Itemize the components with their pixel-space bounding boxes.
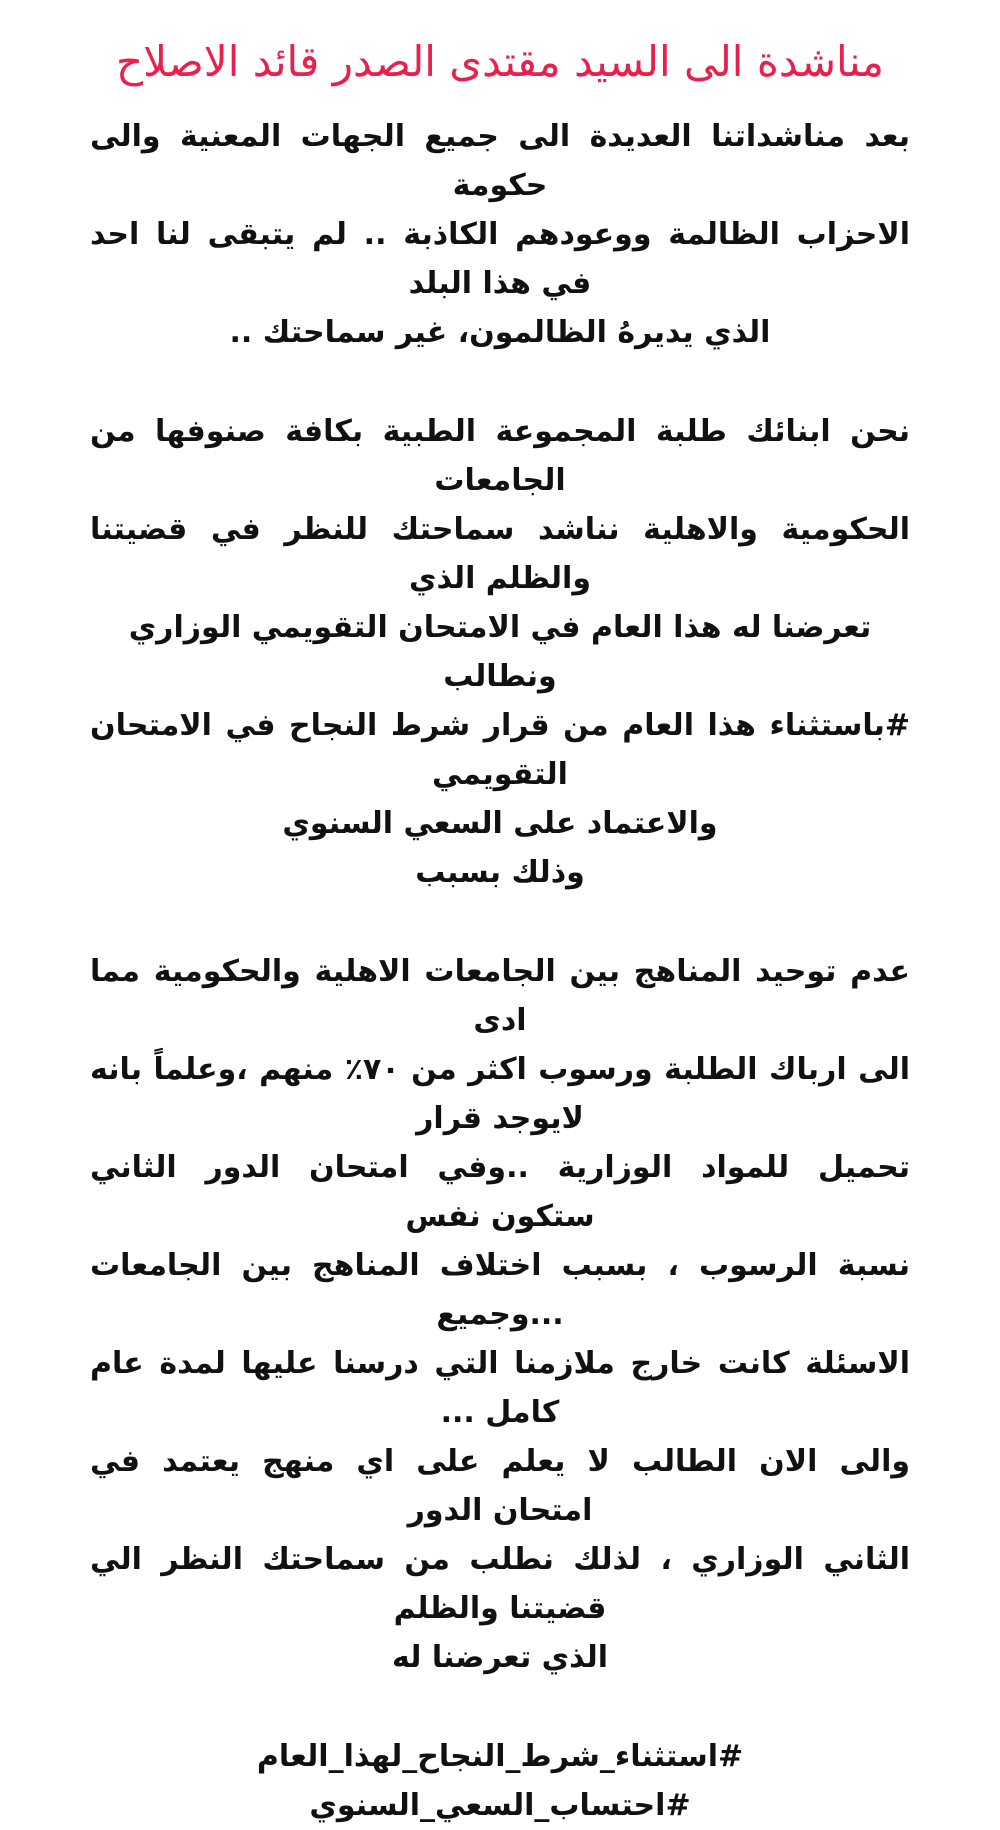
paragraph-line: الذي تعرضنا له — [391, 1640, 609, 1675]
paragraph-line: الثاني الوزاري ، لذلك نطلب من سماحتك النظر الي قضيتنا والظلم — [90, 1542, 910, 1626]
paragraph-line: الاسئلة كانت خارج ملازمنا التي درسنا عليها لمدة عام كامل ... — [90, 1346, 910, 1430]
paragraph-line: بعد مناشداتنا العديدة الى جميع الجهات المعنية والى حكومة — [90, 119, 910, 203]
paragraph-line: وذلك بسبب — [415, 855, 585, 890]
spacer — [90, 357, 910, 407]
paragraph-line: تحميل للمواد الوزارية ..وفي امتحان الدور الثاني ستكون نفس — [90, 1150, 910, 1234]
hashtag[interactable]: #احتساب_السعي_السنوي — [309, 1788, 691, 1823]
paragraph-reasons — [90, 947, 910, 1682]
paragraph-line: تعرضنا له هذا العام في الامتحان التقويمي الوزاري ونطالب — [128, 610, 872, 694]
paragraph-intro — [90, 112, 910, 357]
hashtag[interactable]: #استثناء_شرط_النجاح_لهذا_العام — [256, 1739, 744, 1774]
hashtag-list — [90, 1732, 910, 1830]
paragraph-line: نسبة الرسوب ، بسبب اختلاف المناهج بين الجامعات ...وجميع — [90, 1248, 910, 1332]
paragraph-line: والاعتماد على السعي السنوي — [282, 806, 718, 841]
paragraph-line: والى الان الطالب لا يعلم على اي منهج يعتمد في امتحان الدور — [90, 1444, 910, 1528]
paragraph-line: #باستثناء هذا العام من قرار شرط النجاح في الامتحان التقويمي — [90, 708, 910, 792]
paragraph-line: الاحزاب الظالمة ووعودهم الكاذبة .. لم يتبقى لنا احد في هذا البلد — [90, 217, 910, 301]
paragraph-line: الحكومية والاهلية نناشد سماحتك للنظر في قضيتنا والظلم الذي — [90, 512, 910, 596]
paragraph-request — [90, 407, 910, 897]
paragraph-line: الذي يديرهُ الظالمون، غير سماحتك .. — [229, 315, 771, 350]
paragraph-line: الى ارباك الطلبة ورسوب اكثر من ٧٠٪ منهم ،وعلماً بانه لايوجد قرار — [90, 1052, 910, 1136]
document-title: مناشدة الى السيد مقتدى الصدر قائد الاصلاح — [115, 37, 885, 86]
spacer — [90, 897, 910, 947]
paragraph-line: عدم توحيد المناهج بين الجامعات الاهلية والحكومية مما ادى — [90, 954, 910, 1038]
paragraph-line: نحن ابنائك طلبة المجموعة الطبية بكافة صنوفها من الجامعات — [90, 414, 910, 498]
